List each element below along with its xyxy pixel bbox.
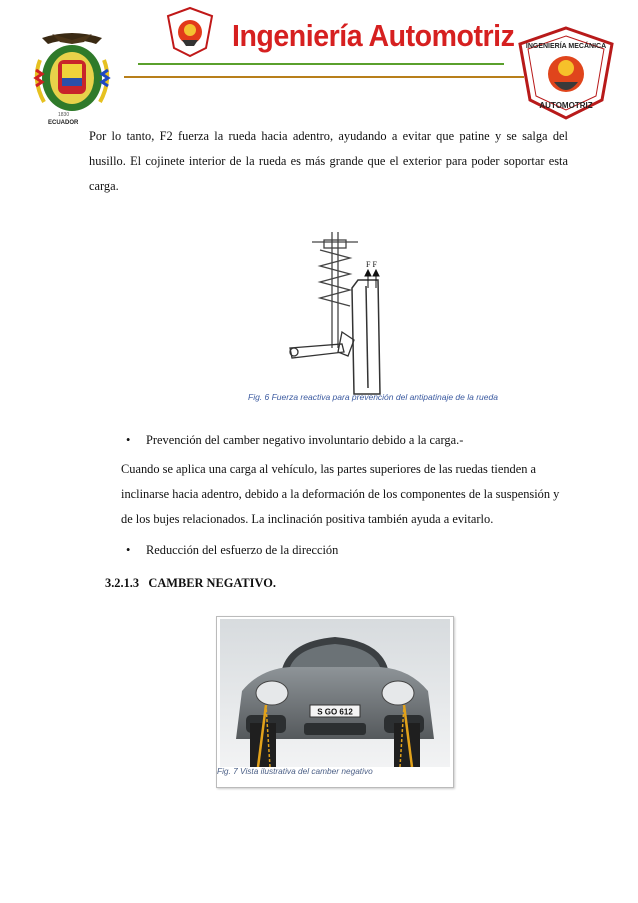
body-paragraph-load: Cuando se aplica una carga al vehículo, las partes superiores de las ruedas tienden a inclinarse hacia adentro, debido a la deformación de los componentes de la suspensión y de los bujes relacionados. La inclinación positiva también ayuda a evitarlo. <box>121 462 560 526</box>
figure-6-caption: Fig. 6 Fuerza reactiva para prevención del antipatinaje de la rueda <box>248 392 498 402</box>
mechanical-automotive-engineering-badge <box>516 24 616 122</box>
figure-7-frame <box>216 616 454 788</box>
left-logo-year: 1830 <box>58 112 70 118</box>
left-logo-caption: ECUADOR <box>48 120 79 126</box>
bullet-symbol: • <box>126 543 131 557</box>
right-badge-bottom-text: AUTOMOTRIZ <box>539 101 593 110</box>
header-green-rule <box>138 63 504 65</box>
mechanical-engineering-badge-small <box>166 6 214 58</box>
page-header <box>0 0 638 126</box>
header-gold-rule <box>124 76 524 78</box>
figure-reactive-force-diagram <box>282 228 392 396</box>
ecuador-coat-of-arms-logo <box>22 30 122 130</box>
bullet-item-steering-effort: Reducción del esfuerzo de la dirección <box>146 543 339 557</box>
bullet-item-negative-camber: Prevención del camber negativo involuntario debido a la carga.- <box>146 433 464 447</box>
header-title: Ingeniería Automotriz <box>232 18 515 53</box>
body-paragraph: Por lo tanto, F2 fuerza la rueda hacia adentro, ayudando a evitar que patine y se salga del husillo. El cojinete interior de la rueda es más grande que el exterior para poder soportar esta carga. <box>89 129 568 193</box>
force-label-f: F F <box>366 260 377 269</box>
right-badge-top-text: INGENIERÍA MECÁNICA <box>525 43 607 50</box>
car-front-negative-camber-photo <box>220 619 450 767</box>
bullet-symbol: • <box>126 433 131 447</box>
section-heading: 3.2.1.3 CAMBER NEGATIVO. <box>105 576 276 590</box>
license-plate-text: S GO 612 <box>317 707 353 717</box>
figure-7-caption: Fig. 7 Vista ilustrativa del camber negativo <box>217 766 373 776</box>
